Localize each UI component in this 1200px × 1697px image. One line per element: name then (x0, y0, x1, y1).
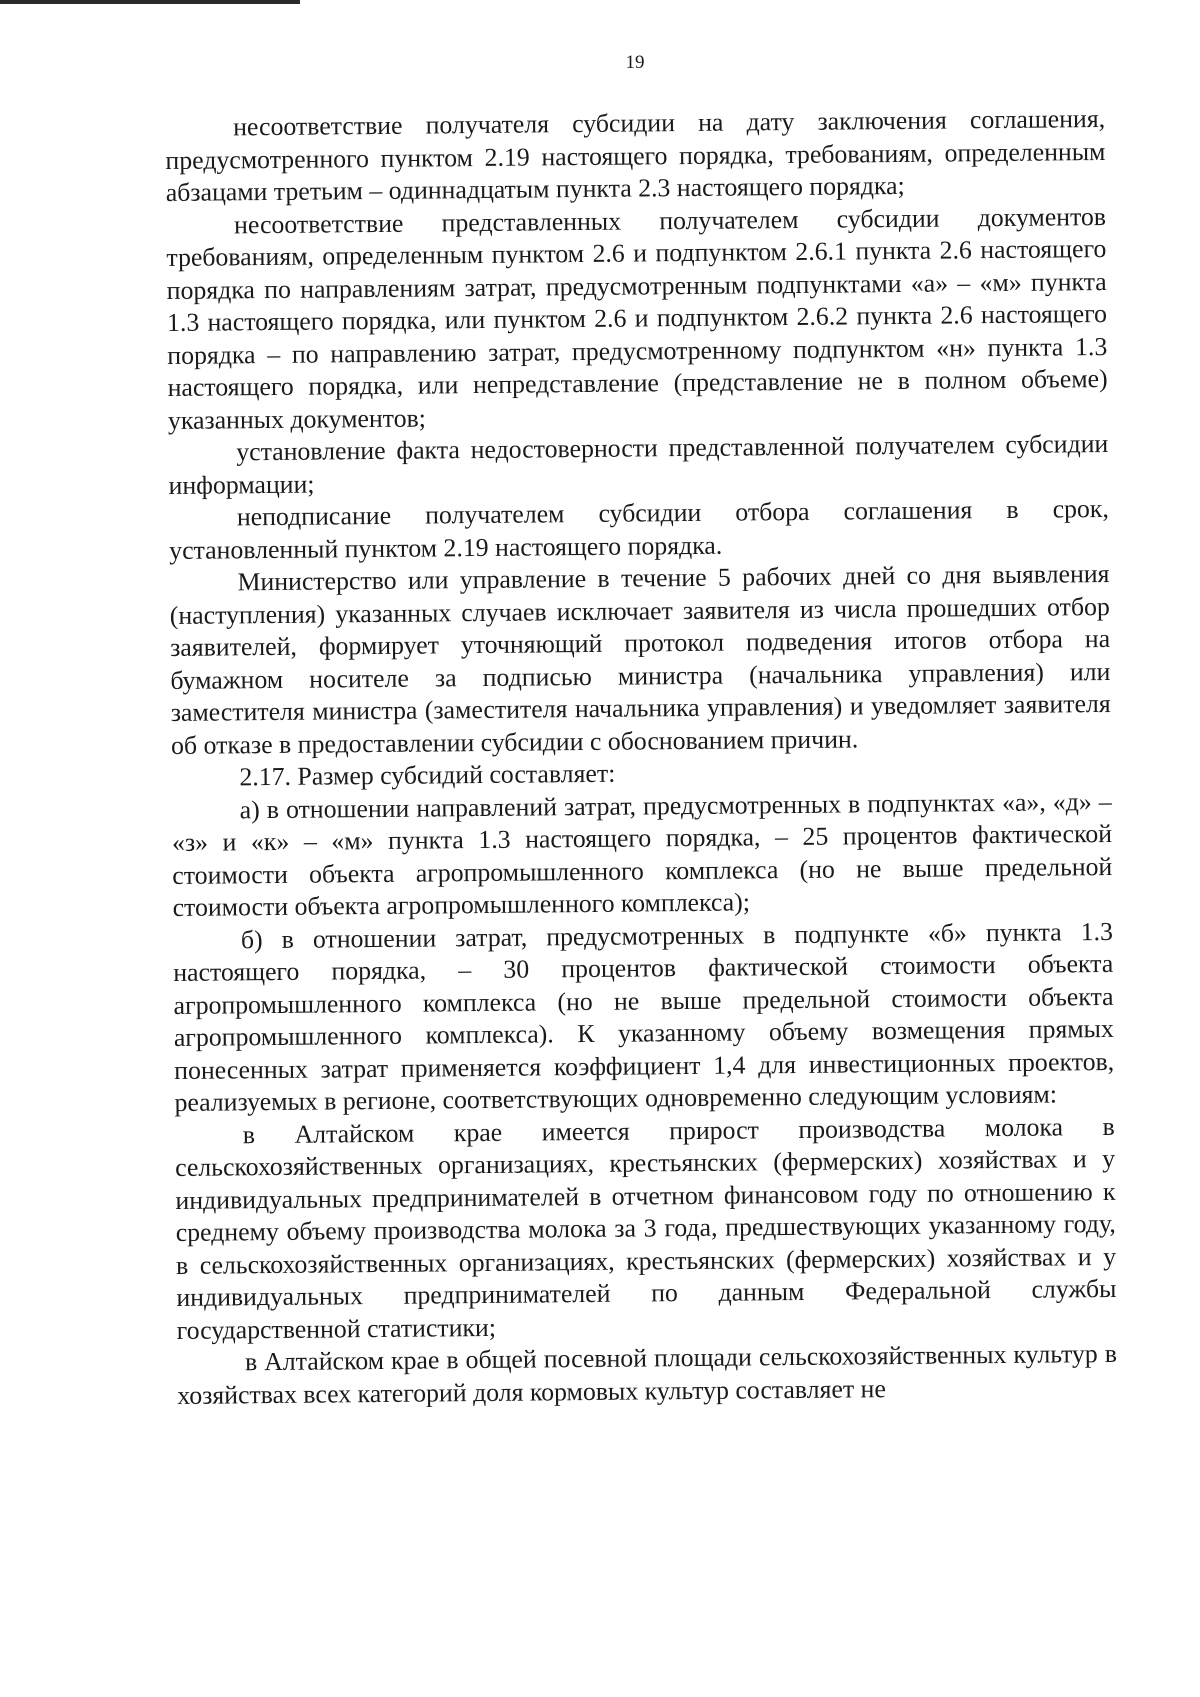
paragraph: установление факта недостоверности представленной получателем субсидии информации; (168, 428, 1109, 500)
paragraph: а) в отношении направлений затрат, предусмотренных в подпунктах «а», «д» – «з» и «к» – «м» пункта 1.3 настоящего порядка, – 25 процентов фактической стоимости объекта агропромышленного комплекса (но не выше предельной стоимости объекта агропромышленного комплекса); (171, 786, 1113, 922)
paragraph: б) в отношении затрат, предусмотренных в подпункте «б» пункта 1.3 настоящего порядка, – 30 процентов фактической стоимости объекта агропромышленного комплекса (но не выше предельной стоимости объекта агропромышленного комплекса). К указанному объему возмещения прямых понесенных затрат применяется коэффициент 1,4 для инвестиционных проектов, реализуемых в регионе, соответствующих одновременно следующим условиям: (173, 916, 1115, 1117)
paragraph: неподписание получателем субсидии отбора соглашения в срок, установленный пунктом 2.19 настоящего порядка. (169, 493, 1109, 565)
section-heading: 2.17. Размер субсидий составляет: (239, 758, 616, 792)
paragraph: несоответствие получателя субсидии на дату заключения соглашения, предусмотренного пунктом 2.19 настоящего порядка, требованиям, определенным абзацами третьим – одиннадцатым пункта 2.3 настоящего порядка; (165, 103, 1106, 207)
paragraph: несоответствие представленных получателем субсидии документов требованиям, определенным пунктом 2.6 и подпунктом 2.6.1 пункта 2.6 настоящего порядка по направлениям затрат, предусмотренным подпунктами «а» – «м» пункта 1.3 настоящего порядка, или пунктом 2.6 и подпунктом 2.6.2 пункта 2.6 настоящего порядка – по направлению затрат, предусмотренному подпунктом «н» пункта 1.3 настоящего порядка, или непредставление (представление не в полном объеме) указанных документов; (166, 201, 1108, 435)
paragraph: Министерство или управление в течение 5 рабочих дней со дня выявления (наступления) указанных случаев исключает заявителя из числа прошедших отбор заявителей, формирует уточняющий протокол подведения итогов отбора на бумажном носителе за подписью министра (начальника управления) или заместителя министра (заместителя начальника управления) и уведомляет заявителя об отказе в предоставлении субсидии с обоснованием причин. (169, 558, 1111, 760)
paragraph: в Алтайском крае в общей посевной площади сельскохозяйственных культур в хозяйствах всех категорий доля кормовых культур составляет не (177, 1338, 1118, 1410)
page-number: 19 (625, 52, 645, 73)
scan-edge-line (0, 0, 300, 4)
document-body (165, 103, 1117, 1412)
paragraph: в Алтайском крае имеется прирост производства молока в сельскохозяйственных организациях, крестьянских (фермерских) хозяйствах и у индивидуальных предпринимателей в отчетном финансовом году по отношению к среднему объему производства молока за 3 года, предшествующих указанному году, в сельскохозяйственных организациях, крестьянских (фермерских) хозяйствах и у индивидуальных предпринимателей по данным Федеральной службы государственной статистики; (174, 1111, 1117, 1345)
